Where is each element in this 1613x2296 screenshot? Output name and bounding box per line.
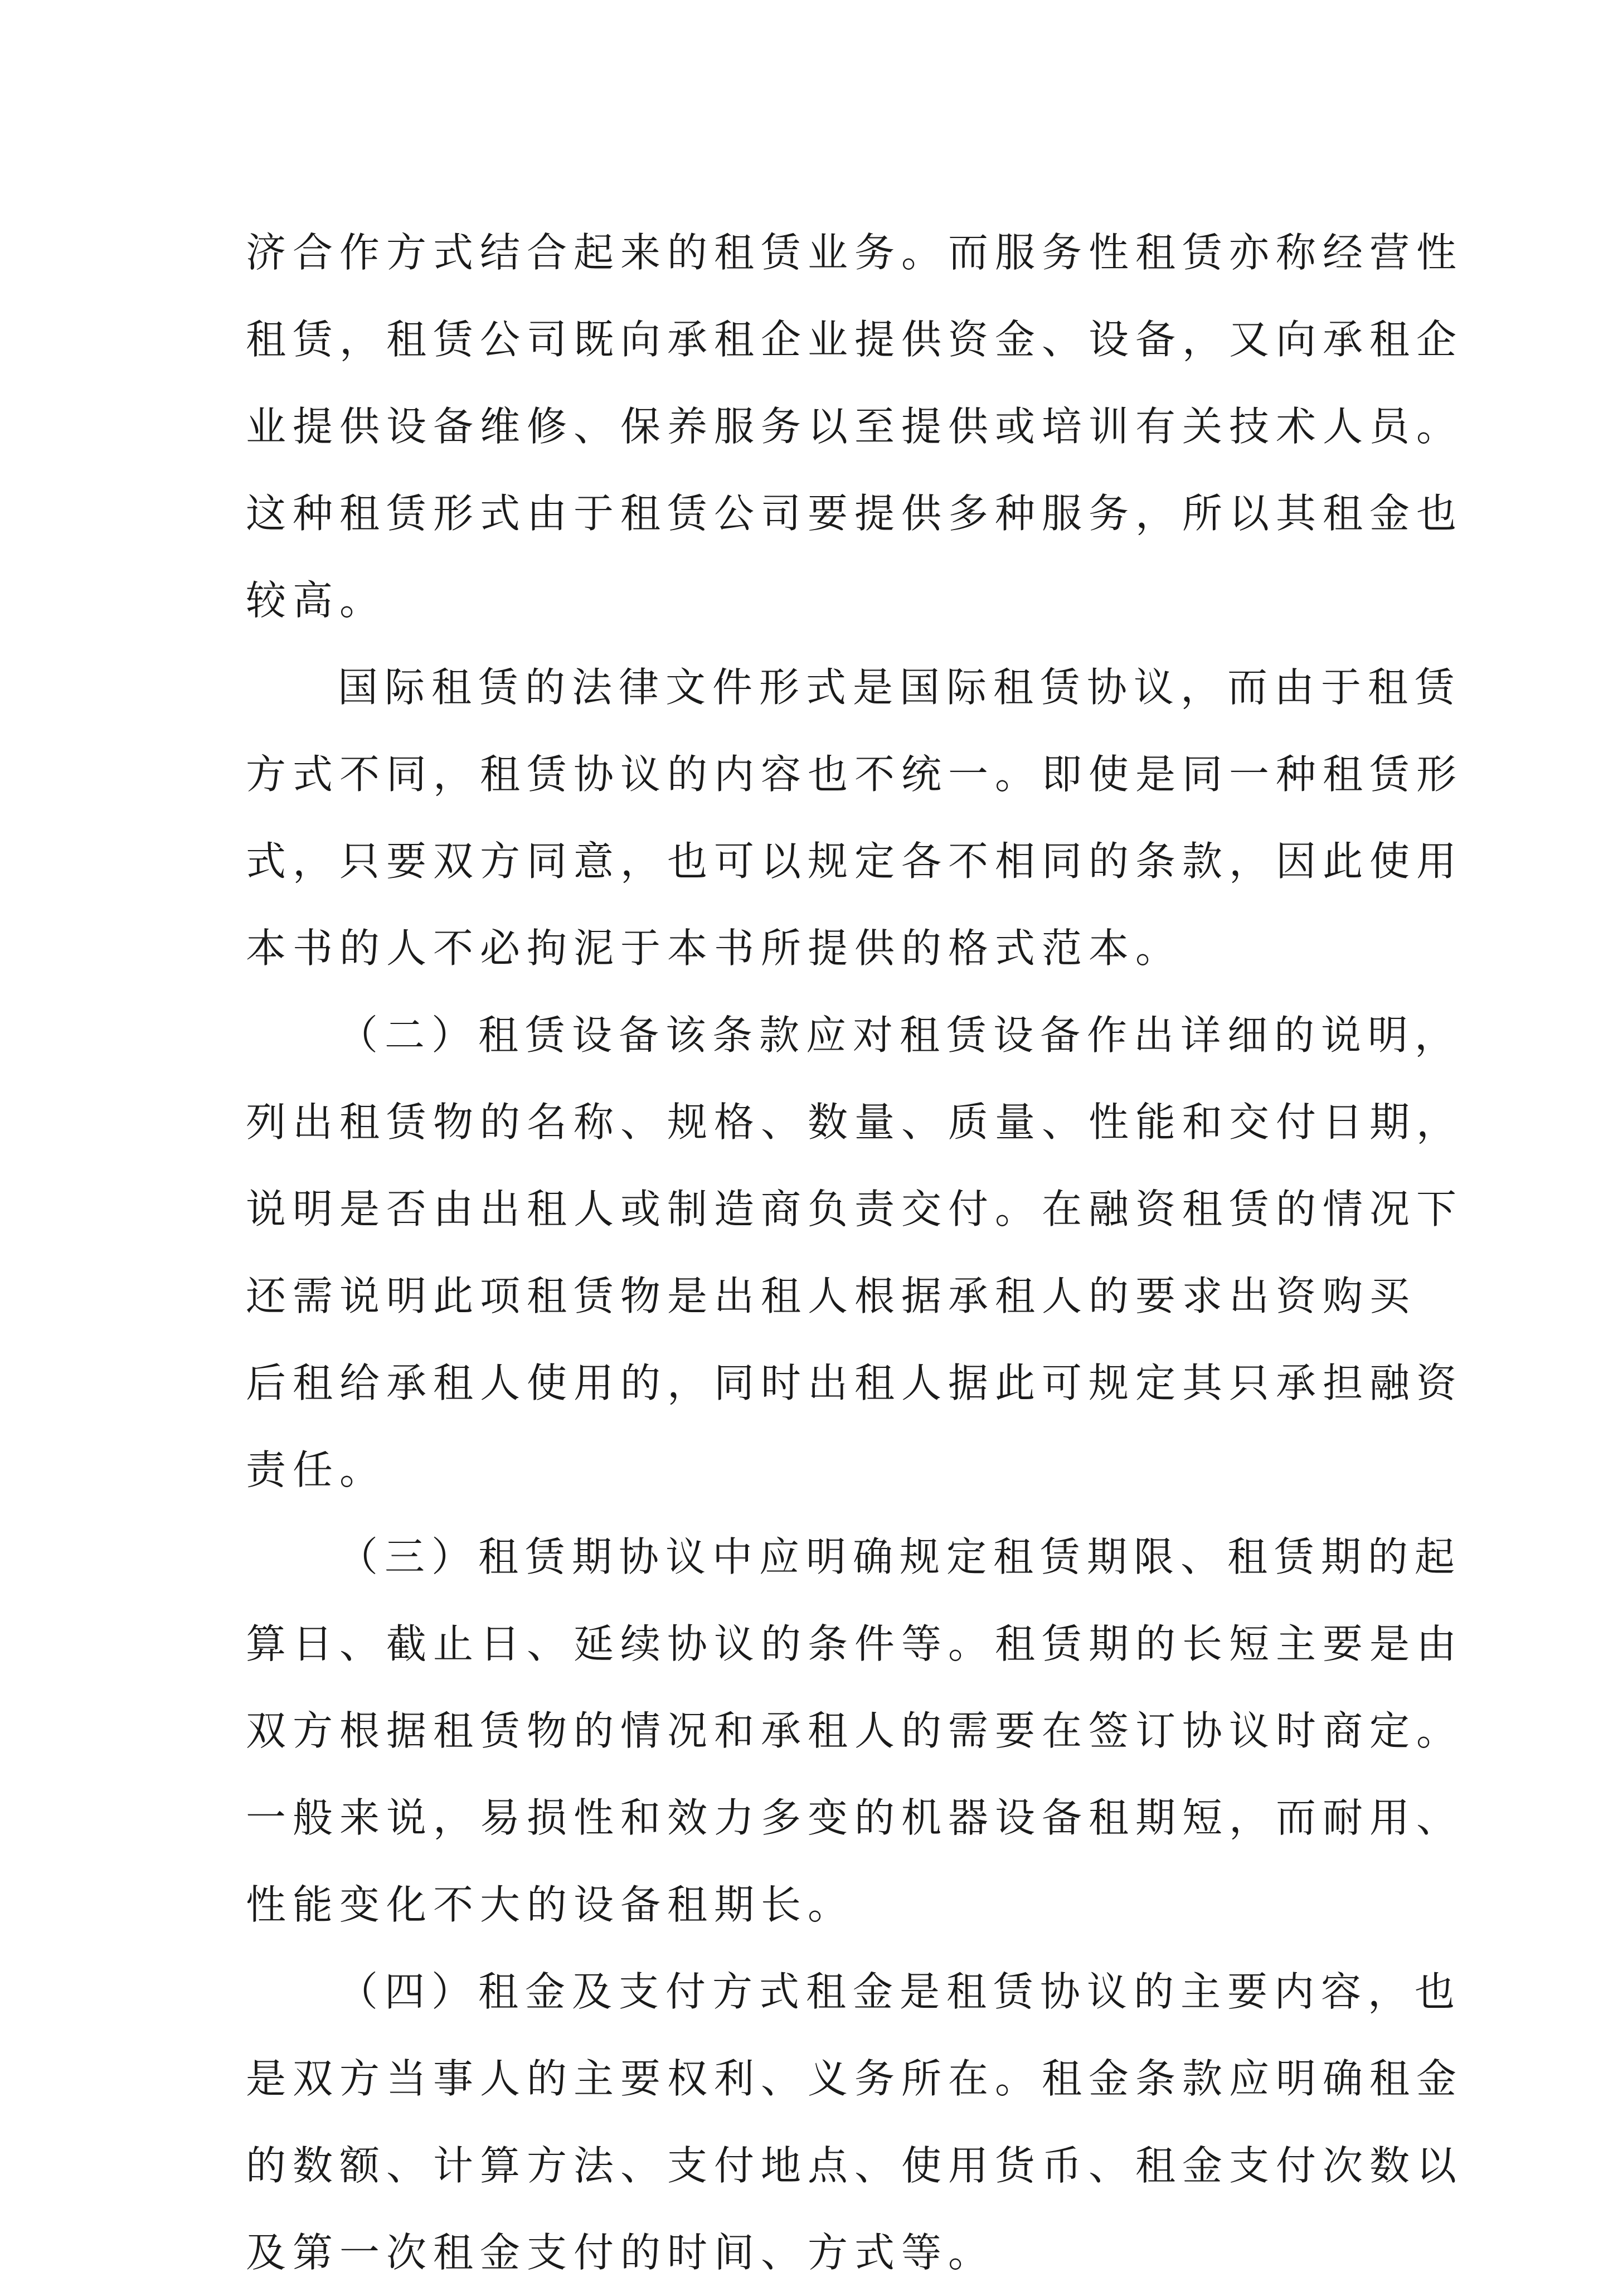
text-line: 济合作方式结合起来的租赁业务。而服务性租赁亦称经营性 — [246, 229, 1464, 276]
text-line: 算日、截止日、延续协议的条件等。租赁期的长短主要是由 — [246, 1620, 1464, 1667]
body-text — [246, 209, 1464, 2296]
text-line: 业提供设备维修、保养服务以至提供或培训有关技术人员。 — [246, 403, 1464, 450]
text-line: 后租给承租人使用的，同时出租人据此可规定其只承担融资 — [246, 1360, 1464, 1406]
text-line: 较高。 — [246, 577, 387, 624]
text-line: 责任。 — [246, 1446, 387, 1493]
section-heading-line: （四）租金及支付方式租金是租赁协议的主要内容，也 — [338, 1968, 1462, 2015]
text-line: 列出租赁物的名称、规格、数量、质量、性能和交付日期， — [246, 1099, 1464, 1145]
text-line: 租赁，租赁公司既向承租企业提供资金、设备，又向承租企 — [246, 316, 1464, 363]
section-heading-line: （二）租赁设备该条款应对租赁设备作出详细的说明， — [338, 1012, 1462, 1059]
text-line: 方式不同，租赁协议的内容也不统一。即使是同一种租赁形 — [246, 751, 1464, 798]
paragraph-start-line: 国际租赁的法律文件形式是国际租赁协议，而由于租赁 — [338, 664, 1462, 711]
text-line: 及第一次租金支付的时间、方式等。 — [246, 2229, 995, 2276]
text-line: 本书的人不必拘泥于本书所提供的格式范本。 — [246, 925, 1183, 972]
text-line: 一般来说，易损性和效力多变的机器设备租期短，而耐用、 — [246, 1794, 1464, 1841]
text-line: 式，只要双方同意，也可以规定各不相同的条款，因此使用 — [246, 838, 1464, 885]
text-line: 双方根据租赁物的情况和承租人的需要在签订协议时商定。 — [246, 1707, 1464, 1754]
section-heading-line: （三）租赁期协议中应明确规定租赁期限、租赁期的起 — [338, 1533, 1462, 1580]
text-line: 说明是否由出租人或制造商负责交付。在融资租赁的情况下 — [246, 1186, 1464, 1232]
text-line: 还需说明此项租赁物是出租人根据承租人的要求出资购买 — [246, 1273, 1417, 1319]
text-line: 的数额、计算方法、支付地点、使用货币、租金支付次数以 — [246, 2142, 1464, 2189]
text-line: 性能变化不大的设备租期长。 — [246, 1881, 855, 1928]
text-line: 这种租赁形式由于租赁公司要提供多种服务，所以其租金也 — [246, 490, 1464, 537]
text-line: 是双方当事人的主要权利、义务所在。租金条款应明确租金 — [246, 2055, 1464, 2102]
